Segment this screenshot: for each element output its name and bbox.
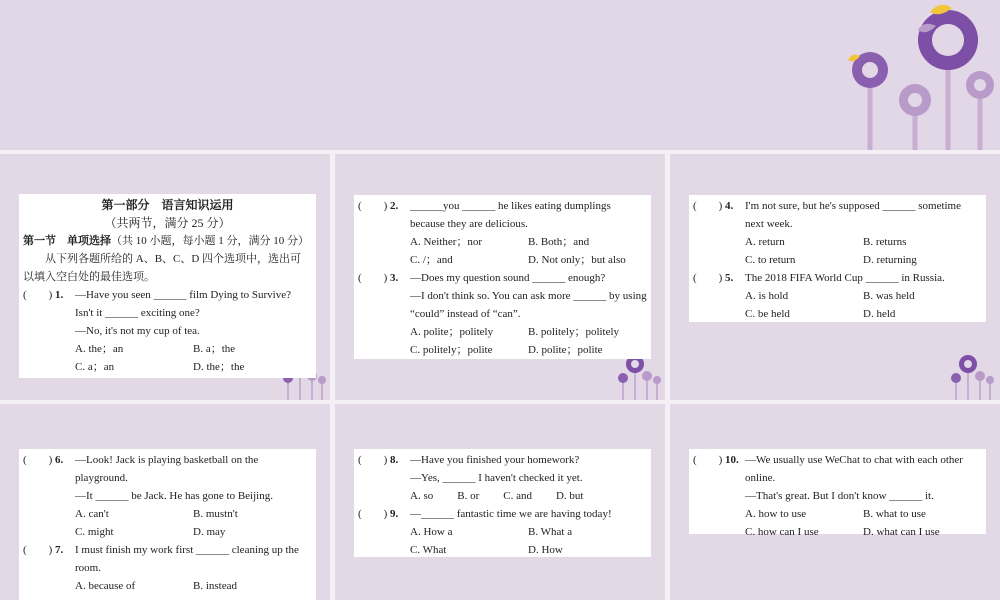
question-8: [358, 451, 647, 469]
option-a[interactable]: A. How a: [410, 526, 453, 538]
answer-blank[interactable]: ( ) 3.: [358, 269, 408, 287]
section-detail: （共 10 小题，每小题 1 分，满分 10 分）: [111, 235, 309, 247]
option-a[interactable]: A. the；an: [75, 343, 124, 355]
question-card-2: [354, 195, 651, 359]
question-number: 8.: [390, 454, 399, 466]
question-number: 6.: [55, 454, 64, 466]
option-d[interactable]: D. How: [528, 544, 563, 556]
options: [23, 340, 312, 376]
option-c[interactable]: C. /；and: [410, 254, 453, 266]
options: [358, 523, 647, 559]
question-text: I'm not sure, but he's supposed ______ sometime next week.: [745, 200, 961, 230]
question-4: [693, 197, 982, 233]
option-a[interactable]: A. how to use: [745, 508, 807, 520]
options: [358, 323, 647, 359]
option-c[interactable]: C. politely；polite: [410, 344, 493, 356]
question-9: [358, 505, 647, 523]
question-2: [358, 197, 647, 233]
question-number: 9.: [390, 508, 399, 520]
answer-blank[interactable]: ( ) 4.: [693, 197, 743, 215]
question-text: ______you ______ he likes eating dumplings because they are delicious.: [410, 200, 611, 230]
option-d[interactable]: D. but: [555, 490, 584, 502]
option-a[interactable]: A. so: [410, 490, 434, 502]
option-c[interactable]: C. a；an: [75, 361, 115, 373]
option-b[interactable]: B. instead: [193, 580, 237, 592]
option-a[interactable]: A. return: [745, 236, 785, 248]
question-10: [693, 451, 982, 487]
question-card-6: [689, 449, 986, 538]
option-b[interactable]: B. Both；and: [528, 236, 590, 248]
option-d[interactable]: D. returning: [863, 254, 917, 266]
answer-blank[interactable]: ( ) 8.: [358, 451, 408, 469]
option-c[interactable]: C. to return: [745, 254, 796, 266]
option-b[interactable]: B. or: [457, 490, 480, 502]
option-b[interactable]: B. a；the: [193, 343, 236, 355]
question-number: 5.: [725, 272, 734, 284]
option-c[interactable]: C. might: [75, 526, 114, 538]
section-heading: [23, 232, 312, 250]
option-c[interactable]: C. What: [410, 544, 447, 556]
answer-blank[interactable]: ( ) 10.: [693, 451, 743, 469]
question-number: 4.: [725, 200, 734, 212]
section-label: 第一节 单项选择: [23, 235, 111, 247]
question-number: 3.: [390, 272, 399, 284]
option-d[interactable]: D. the；the: [193, 361, 245, 373]
instruction-text: 从下列各题所给的 A、B、C、D 四个选项中，选出可以填入空白处的最佳选项。: [23, 253, 302, 283]
flower-decoration-large: [840, 0, 1000, 150]
option-a[interactable]: A. can't: [75, 508, 109, 520]
option-b[interactable]: B. politely；politely: [528, 326, 620, 338]
question-number: 10.: [725, 454, 739, 466]
question-number: 1.: [55, 289, 64, 301]
option-b[interactable]: B. was held: [863, 290, 915, 302]
answer-blank[interactable]: ( ) 1.: [23, 286, 73, 304]
option-d[interactable]: D. Not only；but also: [528, 254, 626, 266]
separator: [665, 150, 670, 600]
question-text: —Look! Jack is playing basketball on the playground.: [75, 454, 259, 484]
question-text: —Does my question sound ______ enough?: [410, 272, 606, 284]
option-a[interactable]: A. Neither；nor: [410, 236, 483, 248]
question-number: 2.: [390, 200, 399, 212]
question-text: —______ fantastic time we are having today!: [410, 508, 612, 520]
option-b[interactable]: B. returns: [863, 236, 907, 248]
option-c[interactable]: C. how can I use: [745, 526, 819, 538]
question-text: —It ______ be Jack. He has gone to Beijing.: [75, 490, 273, 502]
answer-blank[interactable]: ( ) 7.: [23, 541, 73, 559]
option-c[interactable]: C. be held: [745, 308, 790, 320]
answer-blank[interactable]: ( ) 5.: [693, 269, 743, 287]
option-d[interactable]: D. held: [863, 308, 896, 320]
question-text: —That's great. But I don't know ______ it.: [745, 490, 934, 502]
part-title: 第一部分 语言知识运用: [101, 198, 234, 212]
options: [358, 233, 647, 269]
answer-blank[interactable]: ( ) 2.: [358, 197, 408, 215]
part-subtitle: （共两节，满分 25 分）: [104, 216, 231, 230]
answer-blank[interactable]: ( ) 9.: [358, 505, 408, 523]
option-c[interactable]: C. and: [503, 490, 532, 502]
question-card-5: [354, 449, 651, 557]
options: [693, 287, 982, 323]
option-b[interactable]: B. mustn't: [193, 508, 238, 520]
option-d[interactable]: D. may: [193, 526, 226, 538]
option-b[interactable]: B. what to use: [863, 508, 926, 520]
question-text: The 2018 FIFA World Cup ______ in Russia.: [745, 272, 945, 284]
question-text: —Have you finished your homework?: [410, 454, 580, 466]
option-b[interactable]: B. What a: [528, 526, 573, 538]
question-6: [23, 451, 312, 487]
question-text: I must finish my work first ______ cleaning up the room.: [75, 544, 299, 574]
options: [693, 505, 982, 541]
question-7: [23, 541, 312, 577]
answer-blank[interactable]: ( ) 6.: [23, 451, 73, 469]
options: [23, 505, 312, 541]
option-a[interactable]: A. because of: [75, 580, 136, 592]
question-1: [23, 286, 312, 322]
question-card-3: [689, 195, 986, 322]
options: [23, 577, 312, 595]
option-d[interactable]: D. polite；polite: [528, 344, 603, 356]
flower-decoration-small: [946, 350, 998, 400]
question-text: —Have you seen ______ film Dying to Survive? Isn't it ______ exciting one?: [75, 289, 291, 319]
options: [693, 233, 982, 269]
question-3: [358, 269, 647, 287]
question-number: 7.: [55, 544, 64, 556]
question-card-4: [19, 449, 316, 600]
separator: [0, 150, 1000, 154]
option-a[interactable]: A. polite；politely: [410, 326, 494, 338]
option-a[interactable]: A. is hold: [745, 290, 789, 302]
question-card-1: [19, 194, 316, 378]
separator: [0, 400, 1000, 404]
question-5: [693, 269, 982, 287]
option-d[interactable]: D. what can I use: [863, 526, 940, 538]
question-text: —No, it's not my cup of tea.: [75, 325, 200, 337]
question-text: —Yes, ______ I haven't checked it yet.: [410, 472, 583, 484]
separator: [330, 150, 335, 600]
question-text: —I don't think so. You can ask more ______ by using “could” instead of “can”.: [410, 290, 647, 320]
question-text: —We usually use WeChat to chat with each other online.: [745, 454, 963, 484]
options: [358, 487, 647, 505]
